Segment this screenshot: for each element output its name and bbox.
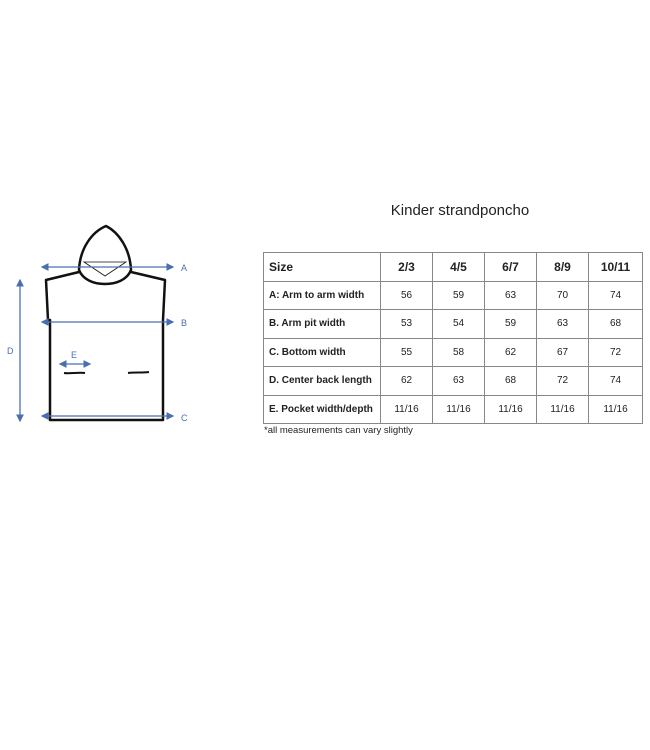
table-row <box>264 338 643 367</box>
row-label: D. Center back length <box>264 367 381 396</box>
table-cell: 63 <box>433 367 485 396</box>
row-label: C. Bottom width <box>264 338 381 367</box>
table-cell: 56 <box>381 281 433 310</box>
table-cell: 62 <box>381 367 433 396</box>
table-cell: 74 <box>589 281 643 310</box>
poncho-diagram <box>0 0 260 750</box>
poncho-outline <box>46 226 165 420</box>
table-cell: 11/16 <box>433 395 485 424</box>
table-cell: 59 <box>485 310 537 339</box>
pockets <box>64 372 149 373</box>
table-row <box>264 281 643 310</box>
label-a: A <box>181 263 188 273</box>
table-cell: 63 <box>537 310 589 339</box>
label-c: C <box>181 413 188 423</box>
table-cell: 11/16 <box>381 395 433 424</box>
table-cell: 53 <box>381 310 433 339</box>
row-label: A: Arm to arm width <box>264 281 381 310</box>
label-d: D <box>7 346 14 356</box>
label-e: E <box>71 350 78 360</box>
row-label: B. Arm pit width <box>264 310 381 339</box>
table-cell: 67 <box>537 338 589 367</box>
table-row <box>264 367 643 396</box>
table-cell: 11/16 <box>537 395 589 424</box>
table-cell: 68 <box>485 367 537 396</box>
table-cell: 72 <box>537 367 589 396</box>
label-b: B <box>181 318 188 328</box>
table-header-row <box>264 253 643 282</box>
table-cell: 70 <box>537 281 589 310</box>
table-row <box>264 395 643 424</box>
row-label: E. Pocket width/depth <box>264 395 381 424</box>
header-cell: 2/3 <box>381 253 433 282</box>
header-cell: 10/11 <box>589 253 643 282</box>
size-table <box>263 252 643 424</box>
table-cell: 11/16 <box>485 395 537 424</box>
table-cell: 68 <box>589 310 643 339</box>
chart-title: Kinder strandponcho <box>390 202 530 219</box>
table-cell: 58 <box>433 338 485 367</box>
header-cell: Size <box>264 253 381 282</box>
header-cell: 4/5 <box>433 253 485 282</box>
footnote: *all measurements can vary slightly <box>264 425 413 436</box>
table-cell: 54 <box>433 310 485 339</box>
table-cell: 11/16 <box>589 395 643 424</box>
table-cell: 55 <box>381 338 433 367</box>
table-cell: 62 <box>485 338 537 367</box>
hood-opening <box>84 262 126 276</box>
header-cell: 8/9 <box>537 253 589 282</box>
table-cell: 63 <box>485 281 537 310</box>
table-cell: 74 <box>589 367 643 396</box>
table-cell: 59 <box>433 281 485 310</box>
table-row <box>264 310 643 339</box>
table-cell: 72 <box>589 338 643 367</box>
header-cell: 6/7 <box>485 253 537 282</box>
